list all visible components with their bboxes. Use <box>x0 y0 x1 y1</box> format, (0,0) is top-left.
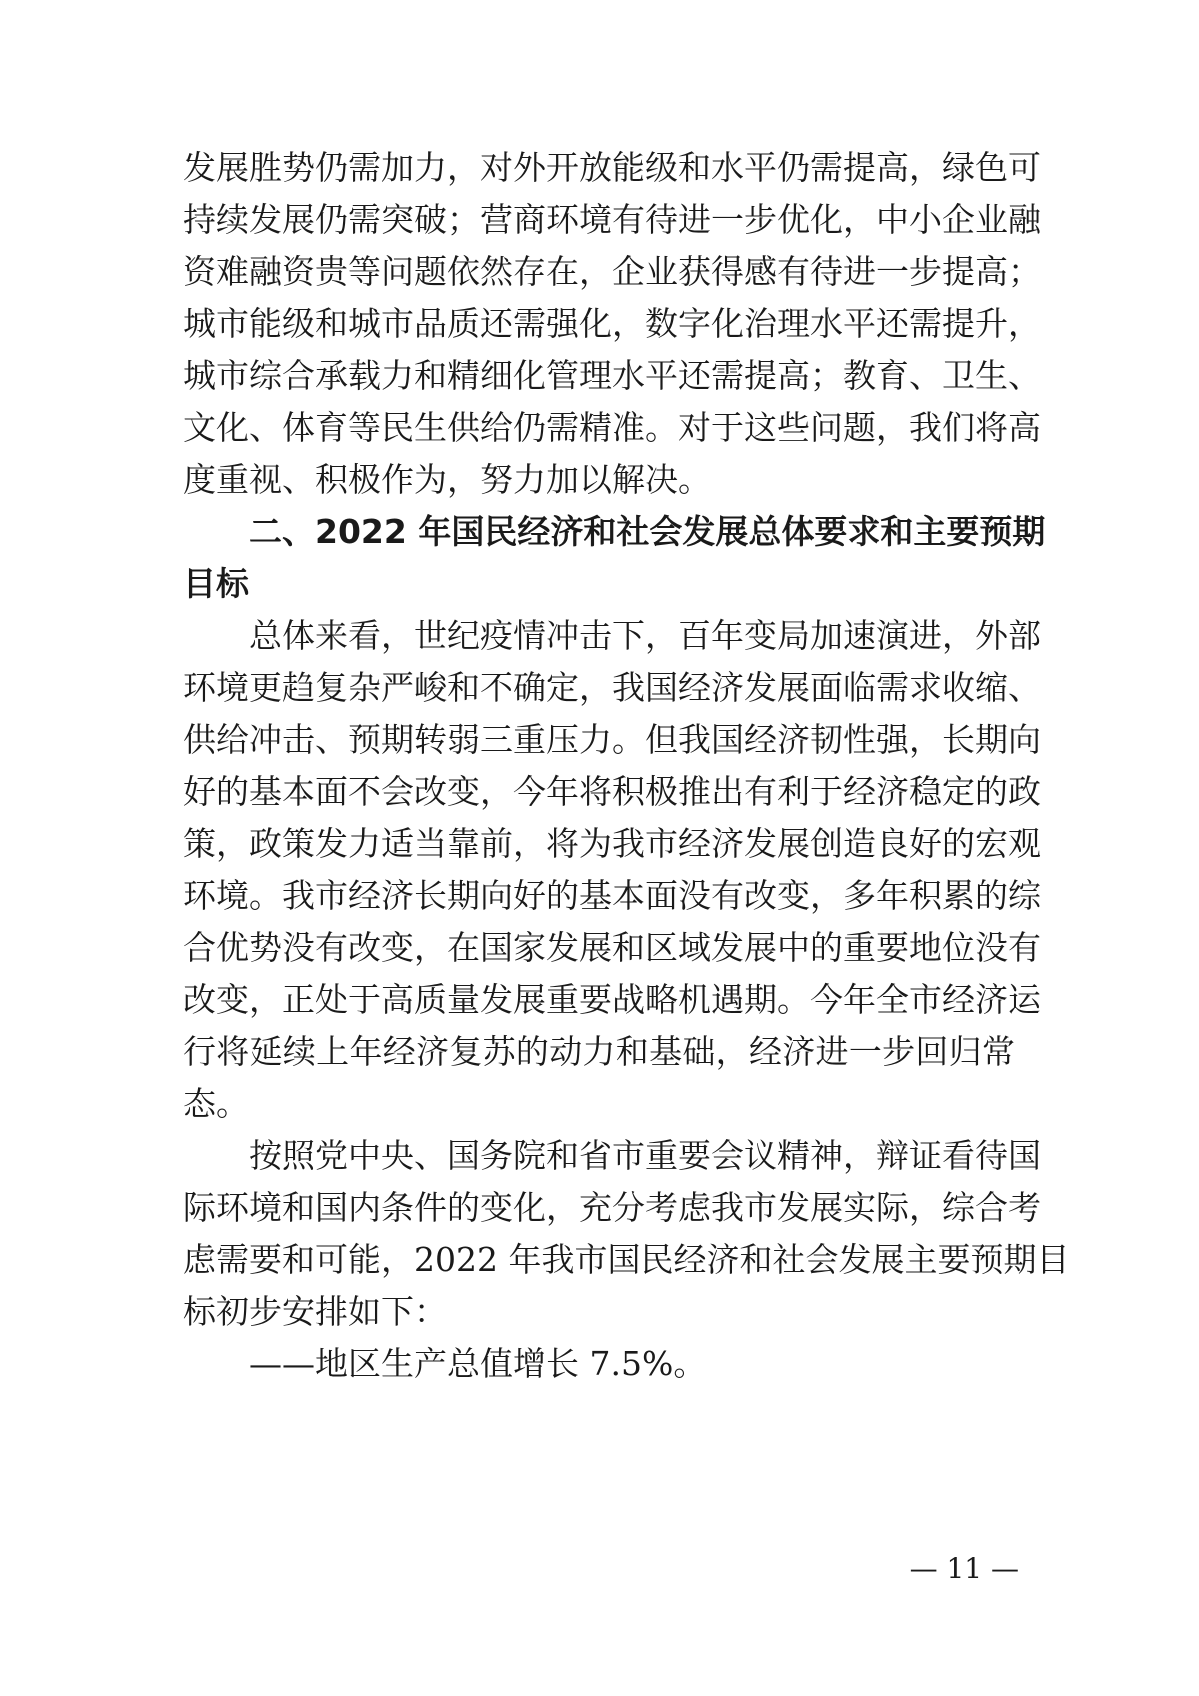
paragraph-line: 标初步安排如下： <box>183 1292 447 1331</box>
paragraph-line: 好的基本面不会改变，今年将积极推出有利于经济稳定的政 <box>183 772 1041 811</box>
paragraph-line: 态。 <box>183 1084 249 1123</box>
paragraph-line: 按照党中央、国务院和省市重要会议精神，辩证看待国 <box>249 1136 1041 1175</box>
paragraph-line: 资难融资贵等问题依然存在，企业获得感有待进一步提高； <box>183 252 1041 291</box>
paragraph-line: 改变，正处于高质量发展重要战略机遇期。今年全市经济运 <box>183 980 1041 1019</box>
paragraph-line: 总体来看，世纪疫情冲击下，百年变局加速演进，外部 <box>249 616 1041 655</box>
paragraph-line: 城市综合承载力和精细化管理水平还需提高；教育、卫生、 <box>183 356 1041 395</box>
paragraph-line: 持续发展仍需突破；营商环境有待进一步优化，中小企业融 <box>183 200 1041 239</box>
paragraph-line: 环境。我市经济长期向好的基本面没有改变，多年积累的综 <box>183 876 1041 915</box>
paragraph-line: 虑需要和可能，2022 年我市国民经济和社会发展主要预期目 <box>183 1240 1070 1279</box>
paragraph-line: 策，政策发力适当靠前，将为我市经济发展创造良好的宏观 <box>183 824 1041 863</box>
section-heading: 目标 <box>183 564 249 603</box>
paragraph-line: 度重视、积极作为，努力加以解决。 <box>183 460 711 499</box>
paragraph-line: 合优势没有改变，在国家发展和区域发展中的重要地位没有 <box>183 928 1041 967</box>
paragraph-line: 供给冲击、预期转弱三重压力。但我国经济韧性强，长期向 <box>183 720 1041 759</box>
paragraph-line: 文化、体育等民生供给仍需精准。对于这些问题，我们将高 <box>183 408 1041 447</box>
list-item: ——地区生产总值增长 7.5%。 <box>249 1344 707 1383</box>
section-heading: 二、2022 年国民经济和社会发展总体要求和主要预期 <box>249 512 1046 551</box>
paragraph-line: 城市能级和城市品质还需强化，数字化治理水平还需提升， <box>183 304 1041 343</box>
paragraph-line: 发展胜势仍需加力，对外开放能级和水平仍需提高，绿色可 <box>183 148 1041 187</box>
paragraph-line: 环境更趋复杂严峻和不确定，我国经济发展面临需求收缩、 <box>183 668 1041 707</box>
page-number: — 11 — <box>909 1552 1019 1585</box>
paragraph-line: 际环境和国内条件的变化，充分考虑我市发展实际，综合考 <box>183 1188 1041 1227</box>
paragraph-line: 行将延续上年经济复苏的动力和基础，经济进一步回归常 <box>183 1032 1015 1071</box>
